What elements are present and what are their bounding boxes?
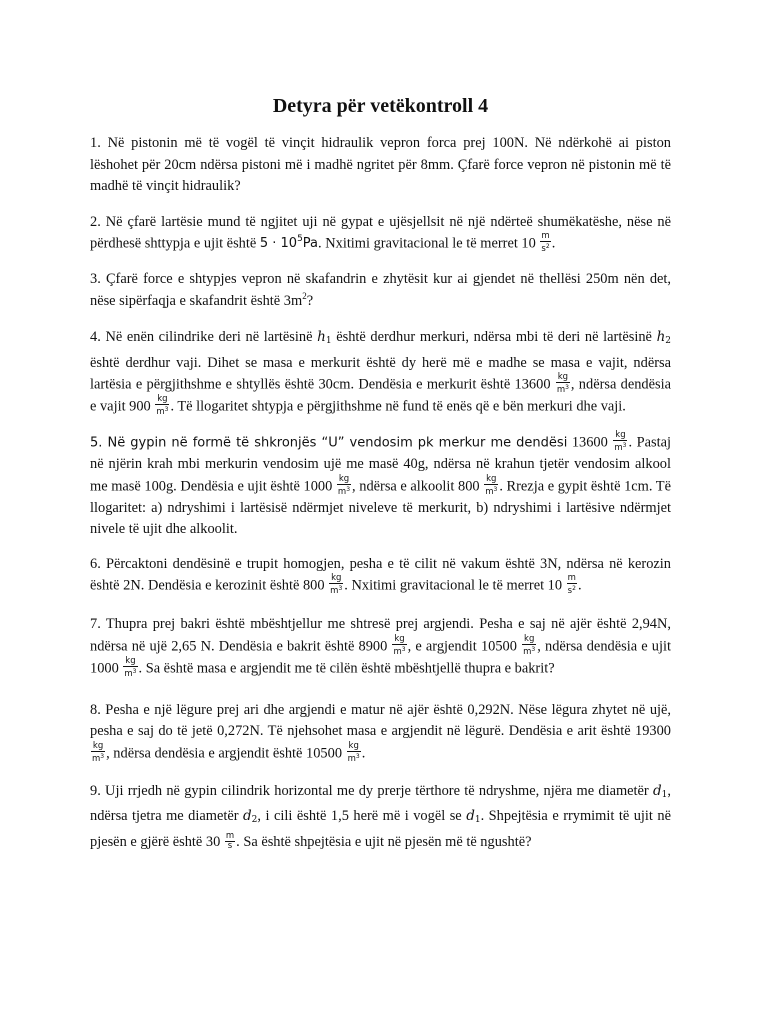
task-1: [90, 133, 671, 198]
fraction-numerator: m: [541, 231, 550, 241]
task-3-text-a: 3. Çfarë force e shtypjes vepron në skafandrin e zhytësit kur ai gjendet në thellësi 250m nën det, nëse sipërfaqja e skafandrit është 3m: [90, 271, 671, 309]
task-3: [90, 269, 671, 312]
area-exponent: 2: [302, 290, 307, 301]
task-4-text-c: është derdhur vaji. Dihet se masa e merkurit është dy herë më e madhe se masa e vajit, ndërsa lartësia e përgjithshme e shtyllës është 30cm. Dendësia e merkurit është 13600: [90, 354, 671, 393]
document-title: Detyra për vetëkontroll 4: [272, 95, 489, 117]
task-8-text-a: 8. Pesha e një lëgure prej ari dhe argjendi e matur në ajër është 0,292N. Nëse lëgura zhytet në ujë, pesha e saj do të jetë 0,272N. Të njehsohet masa e argjendit në lëgurë. Dendësia e arit është 19300: [90, 701, 671, 739]
gravity-unit-fraction: [540, 232, 550, 254]
pressure-exponent: 5: [297, 234, 303, 245]
density-unit-fraction: $\frac{kg}{m^3}$: [156, 394, 169, 417]
task-7-text-d: . Sa është masa e argjendit me të cilën është mbështjellë thupra e bakrit?: [138, 659, 555, 676]
task-6: [90, 554, 671, 598]
task-9: [90, 781, 671, 854]
pressure-value: [260, 236, 318, 251]
task-8-text-c: .: [361, 744, 366, 761]
diameter-d2: $d_2$: [243, 808, 258, 825]
task-2-text-b: . Nxitimi gravitacional le të merret 10: [318, 235, 540, 252]
task-4-text-a: 4. Në enën cilindrike deri në lartësinë: [90, 329, 318, 345]
task-8-text-b: , ndërsa dendësia e argjendit është 10500: [106, 744, 346, 761]
density-unit-fraction: $\frac{kg}{m^3}$: [330, 573, 343, 596]
diameter-d1: $d_1$: [653, 782, 668, 800]
velocity-unit-fraction: $\frac{m}{s}$: [225, 830, 235, 851]
task-4-text-e: . Të llogaritet shtypja e përgjithshme në fund të enës që e bën merkuri dhe vaji.: [170, 398, 626, 415]
task-5: [90, 432, 671, 541]
task-5-text-b: . Pastaj në njërin krah mbi merkurin vendosim ujë me masë 40g, ndërsa në krahun tjetër vendosim alkool me masë 100g. Dendësia e ujit është 1000: [90, 434, 671, 494]
task-1-text: 1. Në pistonin më të vogël të vinçit hidraulik vepron forca prej 100N. Në ndërkohë ai piston lëshohet për 20cm ndërsa pistoni më i madhë ngritet për 8mm. Çfarë force vepron në pistonin më të madhë të vinçit hidraulik?: [90, 135, 671, 194]
density-unit-fraction: $\frac{kg}{m^3}$: [337, 473, 351, 497]
task-6-text-a: 6. Përcaktoni dendësinë e trupit homogjen, pesha e të cilit në vakum është 3N, ndërsa në kerozin është 2N. Dendësia e kerozinit është 800: [90, 555, 671, 594]
task-9-text-a: 9. Uji rrjedh në gypin cilindrik horizontal me dy prerje tërthore të ndryshme, njëra me diametër: [90, 782, 653, 799]
document-page: [90, 94, 671, 867]
task-9-text-d: . Shpejtësia e rrymimit të ujit në pjesën e gjërë është 30: [90, 808, 671, 850]
density-unit-fraction: $\frac{kg}{m^3}$: [556, 372, 569, 395]
pressure-unit: Pa: [302, 236, 319, 252]
diameter-d1: $d_1$: [466, 808, 481, 825]
task-2-text-c: .: [551, 235, 556, 252]
task-9-text-c: , i cili është 1,5 herë më i vogël se: [257, 808, 467, 824]
density-unit-fraction: $\frac{kg}{m^3}$: [124, 655, 137, 679]
pressure-base: 5 · 10: [259, 236, 298, 252]
density-unit-fraction: $\frac{kg}{m^3}$: [347, 740, 360, 764]
task-4-text-d: , ndërsa dendësia e vajit 900: [90, 376, 672, 415]
task-7: [90, 614, 671, 680]
density-unit-fraction: $\frac{kg}{m^3}$: [393, 633, 406, 657]
task-5-text-d: . Rrezja e gypit është 1cm. Të llogaritet: a) ndryshimi i lartësisë ndërmjet niveleve të merkurit, b) ndryshimi i lartësive ndërmjet nivele të ujit dhe alkoolit.: [90, 477, 671, 537]
task-7-text-c: , ndërsa dendësia e ujit 1000: [90, 637, 671, 676]
task-6-text-b: . Nxitimi gravitacional le të merret 10: [344, 577, 566, 594]
height-h1: $h_1$: [317, 329, 332, 346]
density-unit-fraction: $\frac{kg}{m^3}$: [92, 740, 105, 764]
task-4: [90, 327, 671, 418]
task-4-text-b: është derdhur merkuri, ndërsa mbi të deri në lartësinë: [331, 329, 657, 345]
task-5-text-a: 13600: [567, 434, 613, 451]
task-8: [90, 700, 671, 765]
density-unit-fraction: $\frac{kg}{m^3}$: [523, 633, 536, 657]
task-6-text-c: .: [577, 577, 582, 594]
task-7-text-a: 7. Thupra prej bakri është mbështjellur me shtresë prej argjendi. Pesha e saj në ajër është 2,94N, ndërsa në ujë 2,65 N. Dendësia e bakrit është 8900: [90, 616, 671, 654]
task-2: [90, 212, 671, 256]
task-3-text-b: ?: [306, 292, 314, 309]
task-5-text-c: , ndërsa e alkoolit 800: [352, 477, 484, 494]
task-7-text-b: , e argjendit 10500: [407, 637, 522, 654]
task-2-text-a: 2. Në çfarë lartësie mund të ngjitet uji në gypat e ujësjellsit në një ndërteë shumëkatëshe, nëse në përdhesë shttypja e ujit është: [90, 213, 671, 252]
task-9-text-b: , ndërsa tjetra me diametër: [90, 782, 671, 824]
density-unit-fraction: $\frac{kg}{m^3}$: [614, 430, 627, 453]
task-9-text-e: . Sa është shpejtësia e ujit në pjesën më të ngushtë?: [236, 833, 532, 850]
fraction-denominator: $s^2$: [541, 243, 550, 254]
height-h2: $h_2$: [656, 329, 671, 346]
density-unit-fraction: $\frac{kg}{m^3}$: [485, 473, 498, 497]
gravity-unit-fraction: $\frac{m}{s^2}$: [567, 573, 576, 596]
task-5-lead: 5. Në gypin në formë të shkronjës “U” vendosim pk merkur me dendësi: [90, 435, 568, 451]
